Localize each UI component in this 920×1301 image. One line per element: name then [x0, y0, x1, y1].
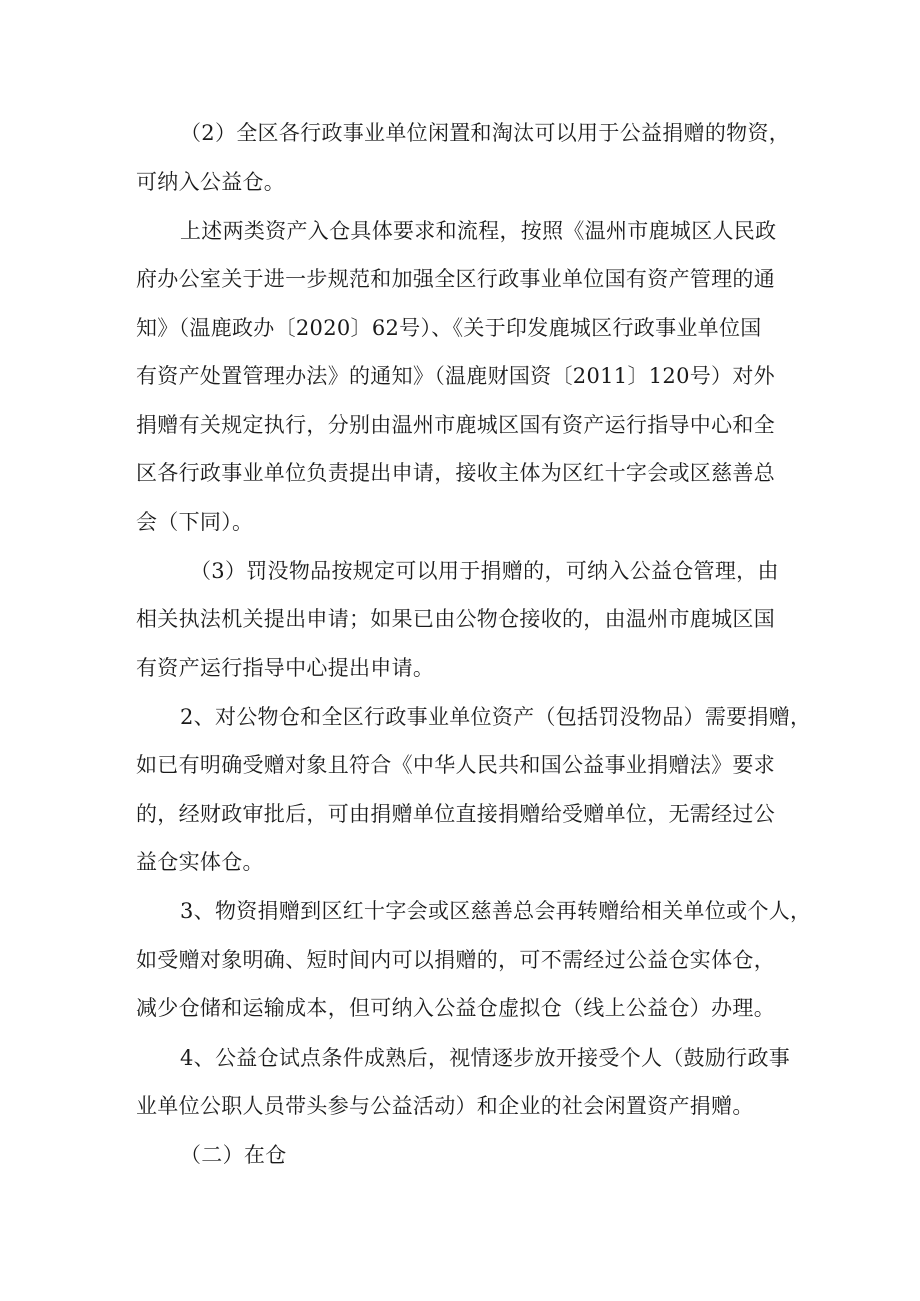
summary-line-1: 上述两类资产入仓具体要求和流程，按照《温州市鹿城区人民政	[180, 219, 777, 243]
item-2-line-1: 2、对公物仓和全区行政事业单位资产（包括罚没物品）需要捐赠，	[180, 705, 812, 729]
item-2-line-4: 益仓实体仓。	[136, 850, 264, 874]
item-3-line-3: 减少仓储和运输成本，但可纳入公益仓虚拟仓（线上公益仓）办理。	[136, 996, 775, 1020]
paragraph-2-line-2: 可纳入公益仓。	[136, 170, 286, 194]
paragraph-3-line-2: 相关执法机关提出申请；如果已由公物仓接收的，由温州市鹿城区国	[136, 607, 775, 631]
summary-line-3: 知》（温鹿政办〔2020〕62号）、《关于印发鹿城区行政事业单位国	[136, 316, 762, 340]
summary-line-4: 有资产处置管理办法》的通知》（温鹿财国资〔2011〕120号）对外	[136, 364, 775, 388]
summary-line-5: 捐赠有关规定执行，分别由温州市鹿城区国有资产运行指导中心和全	[136, 413, 775, 437]
paragraph-3-line-1: （3）罚没物品按规定可以用于捐赠的，可纳入公益仓管理，由	[190, 559, 779, 583]
summary-line-2: 府办公室关于进一步规范和加强全区行政事业单位国有资产管理的通	[136, 267, 775, 291]
item-2-line-3: 的，经财政审批后，可由捐赠单位直接捐赠给受赠单位，无需经过公	[136, 802, 775, 826]
item-3-line-1: 3、物资捐赠到区红十字会或区慈善总会再转赠给相关单位或个人，	[180, 899, 812, 923]
item-3-line-2: 如受赠对象明确、短时间内可以捐赠的，可不需经过公益仓实体仓，	[136, 948, 775, 972]
item-4-line-1: 4、公益仓试点条件成熟后，视情逐步放开接受个人（鼓励行政事	[180, 1046, 791, 1070]
paragraph-3-line-3: 有资产运行指导中心提出申请。	[136, 656, 435, 680]
section-heading-in-warehouse: （二）在仓	[180, 1143, 287, 1167]
summary-line-6: 区各行政事业单位负责提出申请，接收主体为区红十字会或区慈善总	[136, 461, 775, 485]
item-4-line-2: 业单位公职人员带头参与公益活动）和企业的社会闲置资产捐赠。	[136, 1094, 754, 1118]
summary-line-7: 会（下同）。	[136, 510, 254, 534]
item-2-line-2: 如已有明确受赠对象且符合《中华人民共和国公益事业捐赠法》要求	[136, 753, 775, 777]
paragraph-2-line-1: （2）全区各行政事业单位闲置和淘汰可以用于公益捐赠的物资，	[180, 121, 791, 145]
